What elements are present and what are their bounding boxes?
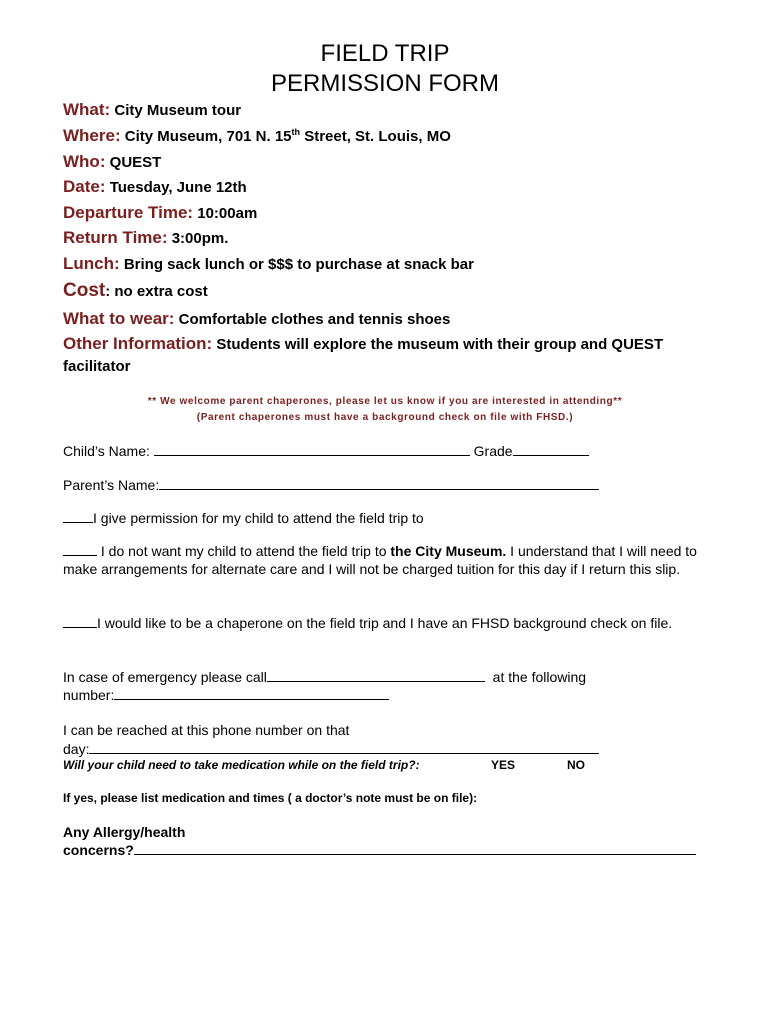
medication-question: Will your child need to take medication while on the field trip?: [63,758,420,772]
field-value: 3:00pm. [171,230,229,247]
grade-label: Grade [473,443,513,459]
field-label: Who: [63,152,106,171]
grade-blank[interactable] [513,443,589,456]
allergy-blank[interactable] [134,842,696,855]
day-label: day: [63,741,90,757]
emergency-contact-blank[interactable] [267,669,485,682]
deny-checkbox-blank[interactable] [63,543,97,556]
field-who [63,151,723,174]
deny-text-rest: I understand that I will need to make arrangements for alternate care and I will not be charged tuition for this day if I return this slip. [63,543,697,577]
parent-name-blank[interactable] [159,477,599,490]
field-value: Comfortable clothes and tennis shoes [178,311,451,328]
field-value: Bring sack lunch or $$$ to purchase at snack bar [123,256,474,273]
reach-day-row [63,740,713,758]
parent-name-row [63,476,713,494]
child-name-row [63,442,713,460]
chaperone-row [63,614,713,632]
child-name-blank[interactable] [154,443,470,456]
field-label: Departure Time: [63,203,194,222]
field-return-time [63,227,723,250]
reach-phone-blank[interactable] [89,741,599,754]
medication-list-instruction: If yes, please list medication and times ( a doctor’s note must be on file): [63,791,478,805]
medication-yes-option[interactable]: YES [491,758,516,772]
emergency-number-blank[interactable] [114,687,389,700]
reach-row [63,721,713,739]
field-label: Return Time: [63,228,168,247]
field-label: Cost [63,280,106,301]
background-check-note: (Parent chaperones must have a background check on file with FHSD.) [196,412,574,423]
allergy-row [63,841,696,859]
field-where [63,125,723,148]
emergency-row [63,668,713,686]
child-name-label: Child’s Name: [63,443,150,459]
reach-label: I can be reached at this phone number on that [63,722,350,738]
field-value: City Museum tour [114,102,242,119]
field-label: What: [63,100,111,119]
field-label: Date: [63,177,106,196]
parent-name-label: Parent’s Name: [63,477,160,493]
field-value: City Museum, 701 N. 15th Street, St. Louis, MO [124,127,451,145]
deny-text: I do not want my child to attend the field trip to [100,543,391,559]
deny-row [63,542,713,578]
emergency-following-label: at the following [492,669,587,685]
form-title-line1: FIELD TRIP [320,40,450,67]
field-label: Lunch: [63,254,120,273]
chaperone-checkbox-blank[interactable] [63,615,97,628]
field-label: What to wear: [63,309,175,328]
allergy-label-line1: Any Allergy/health [63,824,186,840]
allergy-label-line2: concerns? [63,842,134,858]
field-value: Tuesday, June 12th [109,179,247,196]
field-cost [63,280,723,303]
emergency-label: In case of emergency please call [63,669,267,685]
chaperone-text: I would like to be a chaperone on the field trip and I have an FHSD background check on file. [97,615,673,631]
permission-row [63,509,713,527]
field-lunch [63,253,723,276]
medication-no-option[interactable]: NO [567,758,585,772]
emergency-number-row [63,686,713,704]
permission-checkbox-blank[interactable] [63,510,93,523]
field-label: Where: [63,126,121,145]
form-title-line2: PERMISSION FORM [270,70,499,97]
field-other-information [63,333,713,378]
field-value: Students will explore the museum with their group and QUEST facilitator [63,336,664,375]
field-what [63,99,723,122]
field-date [63,176,723,199]
field-value: QUEST [109,154,162,171]
chaperone-note: ** We welcome parent chaperones, please let us know if you are interested in attending** [147,396,623,407]
number-label: number: [63,687,115,703]
deny-text-destination: the City Museum. [390,543,507,559]
field-label: Other Information: [63,334,213,353]
field-what-to-wear [63,308,723,331]
permission-text: I give permission for my child to attend the field trip to [93,510,424,526]
field-value: 10:00am [197,205,258,222]
field-departure-time [63,202,723,225]
field-value: : no extra cost [105,283,208,300]
